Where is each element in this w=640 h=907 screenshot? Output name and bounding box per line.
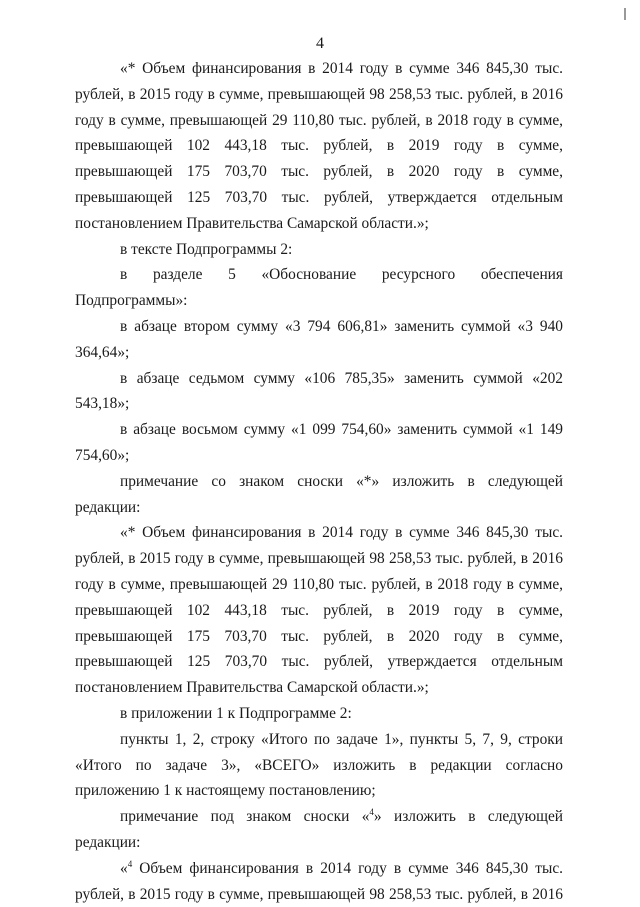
paragraph-subprogram-2: в тексте Подпрограммы 2: [120, 240, 293, 258]
note-4-before: примечание под знаком сноски « [120, 808, 370, 826]
paragraph-abzats-7: в абзаце седьмом сумму «106 785,35» заменить суммой «202 543,18»; [75, 369, 563, 413]
paragraph-abzats-8: в абзаце восьмом сумму «1 099 754,60» заменить суммой «1 149 754,60»; [75, 421, 563, 464]
document-body [75, 56, 563, 907]
paragraph-note-4 [75, 804, 563, 856]
paragraph-note-star: примечание со знаком сноски «*» изложить в следующей редакции: [75, 472, 563, 516]
footnote-3-before: « [120, 859, 128, 877]
page-number: 4 [316, 35, 324, 52]
paragraph-items: пункты 1, 2, строку «Итого по задаче 1», пункты 5, 7, 9, строки «Итого по задаче 3», «ВСЕГО» изложить в редакции согласно приложению 1 к настоящему постановлению; [75, 730, 563, 800]
footnote-mark-4: 4 [369, 806, 374, 817]
note-4-after: » изложить в следующей редакции: [75, 808, 564, 851]
footnote-mark-4-b: 4 [127, 858, 133, 869]
footnote-3-after: Объем финансирования в 2014 году в сумме 346 845,30 тыс. рублей, в 2015 году в сумме, превышающей 98 258,53 тыс. рублей, в 2016 [75, 859, 563, 903]
paragraph-footnote-1: «* Объем финансирования в 2014 году в сумме 346 845,30 тыс. рублей, в 2015 году в сумме, превышающей 98 258,53 тыс. рублей, в 2016 году в сумме, превышающей 29 110,80 тыс. рублей, в 2018 году в сумме, превышающей 102 443,18 тыс. рублей, в 2019 году в сумме, превышающей 175 703,70 тыс. рублей, в 2020 году в сумме, превышающей 125 703,70 тыс. рублей, утверждается отдельным постановлением Правительства Самарской области.»; [75, 60, 563, 232]
paragraph-section-5: в разделе 5 «Обоснование ресурсного обеспечения Подпрограммы»: [75, 266, 563, 310]
paragraph-footnote-3 [75, 856, 563, 907]
paragraph-abzats-2: в абзаце втором сумму «3 794 606,81» заменить суммой «3 940 364,64»; [75, 317, 563, 361]
paragraph-appendix-1: в приложении 1 к Подпрограмме 2: [120, 704, 352, 722]
scan-mark [624, 8, 626, 20]
paragraph-footnote-2: «* Объем финансирования в 2014 году в сумме 346 845,30 тыс. рублей, в 2015 году в сумме, превышающей 98 258,53 тыс. рублей, в 2016 году в сумме, превышающей 29 110,80 тыс. рублей, в 2018 году в сумме, превышающей 102 443,18 тыс. рублей, в 2019 году в сумме, превышающей 175 703,70 тыс. рублей, в 2020 году в сумме, превышающей 125 703,70 тыс. рублей, утверждается отдельным постановлением Правительства Самарской области.»; [75, 524, 563, 697]
